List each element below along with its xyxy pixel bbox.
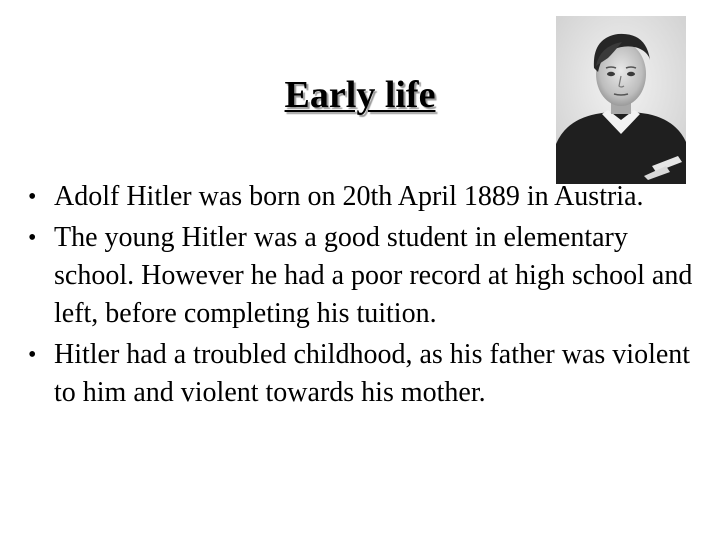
bullet-text: The young Hitler was a good student in elementary school. However he had a poor record at high school and left, before completing his tuition. bbox=[54, 222, 693, 329]
bullet-marker: • bbox=[28, 225, 37, 251]
bullet-marker: • bbox=[28, 342, 37, 368]
bullet-text: Adolf Hitler was born on 20th April 1889 in Austria. bbox=[54, 181, 644, 212]
bullet-item bbox=[0, 336, 720, 412]
bullet-marker: • bbox=[28, 184, 37, 210]
portrait-photo bbox=[556, 16, 686, 184]
bullet-item bbox=[0, 178, 720, 216]
bullet-text: Hitler had a troubled childhood, as his father was violent to him and violent towards his mother. bbox=[54, 339, 691, 408]
bullet-list bbox=[0, 178, 720, 412]
bullet-item bbox=[0, 219, 720, 333]
portrait-image bbox=[556, 16, 686, 184]
slide-title: Early life bbox=[284, 74, 436, 116]
